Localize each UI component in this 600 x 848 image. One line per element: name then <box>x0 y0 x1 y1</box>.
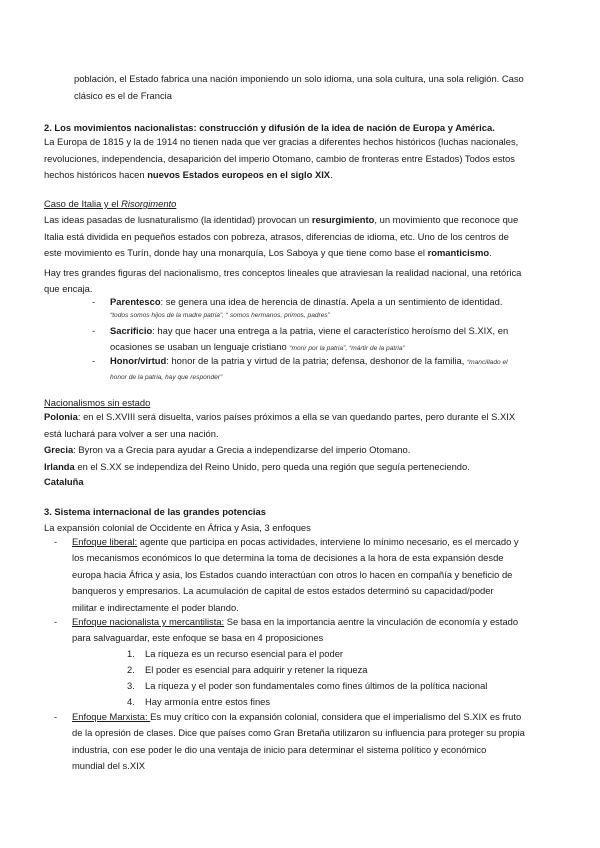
list-item-text: Sacrificio: hay que hacer una entrega a la patria, viene el característico heroísmo del S.XIX, en <box>110 325 509 336</box>
section-heading: 3. Sistema internacional de las grandes potencias <box>44 506 266 517</box>
body-line: este movimiento es Turín, donde hay una monarquía, Los Saboya y que tiene como base el romanticismo. <box>44 247 492 259</box>
body-line: Italia está dividida en pequeños estados con pobreza, atrasos, diferencias de idioma, etc. Uno de los centros de <box>44 230 509 242</box>
list-item-text: Enfoque nacionalista y mercantilista: Se basa en la importancia aentre la vinculación de economía y estado <box>72 616 519 627</box>
body-line: está luchará para volver a ser una nación. <box>44 427 219 439</box>
propositions-list <box>127 647 577 711</box>
list-item-text: industria, con ese poder le dio una ventaja de inicio para determinar el sistema político y económico <box>72 743 487 755</box>
body-line: La Europa de 1815 y la de 1914 no tienen nada que ver gracias a diferentes hechos históricos (luchas nacionales, <box>44 136 519 148</box>
intro-paragraph <box>74 72 574 104</box>
body-line: Las ideas pasadas de lusnaturalismo (la identidad) provocan un resurgimiento, un movimiento que reconoce que <box>44 214 519 226</box>
dash-bullet: - <box>54 711 58 722</box>
dash-bullet: - <box>54 616 58 627</box>
dash-bullet: - <box>92 355 96 366</box>
list-item-text: Enfoque liberal: agente que participa en pocas actividades, interviene lo mínimo necesario, es el mercado y <box>72 536 519 547</box>
body-line: que encaja. <box>44 283 93 295</box>
subsection-heading: Caso de Italia y el Risorgimento <box>44 198 177 209</box>
list-item-text: los mecanismos económicos lo que determina la toma de decisiones a la hora de esta expansión desde <box>72 552 504 564</box>
proposition-number: 2. <box>127 664 135 675</box>
proposition-item <box>127 695 577 711</box>
list-item-text: Enfoque Marxista: Es muy crítico con la expansión colonial, considera que el imperialismo del S.XIX es fruto <box>72 711 522 722</box>
intro-line: clásico es el de Francia <box>74 90 172 102</box>
section-2 <box>44 121 584 183</box>
body-line: revoluciones, independencia, desaparición del imperio Otomano, cambio de fronteras entre Estados) Todos estos <box>44 152 515 164</box>
list-item-text: para salvaguardar, este enfoque se basa en 4 proposiciones <box>72 632 324 644</box>
dash-bullet: - <box>92 296 96 307</box>
list-item-text: mundial del s.XIX <box>72 760 145 772</box>
subsection-heading: Nacionalismos sin estado <box>44 397 151 408</box>
proposition-item <box>127 663 577 679</box>
sin-estado-section <box>44 396 584 489</box>
list-item-text: Parentesco: se genera una idea de herencia de dinastía. Apela a un sentimiento de identidad. <box>110 296 503 307</box>
list-item-text: Honor/virtud: honor de la patria y virtud de la patria; defensa, deshonor de la familia, “mancillado el <box>110 355 508 366</box>
section-heading: 2. Los movimientos nacionalistas: construcción y difusión de la idea de nación de Europa y América. <box>44 122 495 133</box>
proposition-item <box>127 647 577 663</box>
proposition-number: 4. <box>127 696 135 707</box>
quote-text: honor de la patria, hay que responder” <box>110 374 223 382</box>
italia-section <box>44 197 584 296</box>
body-line: Irlanda en el S.XX se independiza del Reino Unido, pero queda una región que seguía perteneciendo. <box>44 460 470 472</box>
dash-bullet: - <box>54 536 58 547</box>
body-line: Polonia: en el S.XVIII será disuelta, varios países próximos a ella se van quedando partes, pero durante el S.XIX <box>44 411 516 423</box>
body-line: Hay tres grandes figuras del nacionalismo, tres conceptos lineales que atraviesan la realidad nacional, una retórica <box>44 266 522 278</box>
body-line: La expansión colonial de Occidente en África y Asia, 3 enfoques <box>44 522 311 534</box>
list-item-text: militar e indirectamente el poder blando. <box>72 601 239 613</box>
proposition-text: La riqueza es un recurso esencial para el poder <box>145 648 344 659</box>
proposition-number: 3. <box>127 680 135 691</box>
list-item-text: banqueros y empresarios. La acumulación de capital de estos estados determinó su capacidad/poder <box>72 585 494 597</box>
proposition-number: 1. <box>127 648 135 659</box>
section-3 <box>44 505 584 536</box>
body-line: hechos históricos hacen nuevos Estados europeos en el siglo XIX. <box>44 169 333 181</box>
list-item-text: europa hacia África y asia, los Estados cuando interactúan con otros lo hacen en compañía y beneficio de <box>72 568 513 580</box>
quote-text: “todos somos hijos de la madre patria”, “ somos hermanos, primos, padres” <box>110 312 330 320</box>
list-item-text: de la opresión de clases. Dice que países como Gran Bretaña utilizaron su influencia para proteger su propia <box>72 727 525 739</box>
body-line: Grecia: Byron va a Grecia para ayudar a Grecia a independizarse del imperio Otomano. <box>44 444 411 456</box>
intro-line: población, el Estado fabrica una nación imponiendo un solo idioma, una sola cultura, una sola religión. Caso <box>74 73 524 84</box>
dash-bullet: - <box>92 325 96 336</box>
proposition-text: La riqueza y el poder son fundamentales como fines últimos de la política nacional <box>145 680 488 691</box>
proposition-item <box>127 679 577 695</box>
proposition-text: El poder es esencial para adquirir y retener la riqueza <box>145 664 368 675</box>
list-item-text: ocasiones se usaban un lenguaje cristiano “morir por la patria”, “mártir de la patria” <box>110 341 405 353</box>
proposition-text: Hay armonía entre estos fines <box>145 696 271 707</box>
body-line: Cataluña <box>44 476 84 488</box>
